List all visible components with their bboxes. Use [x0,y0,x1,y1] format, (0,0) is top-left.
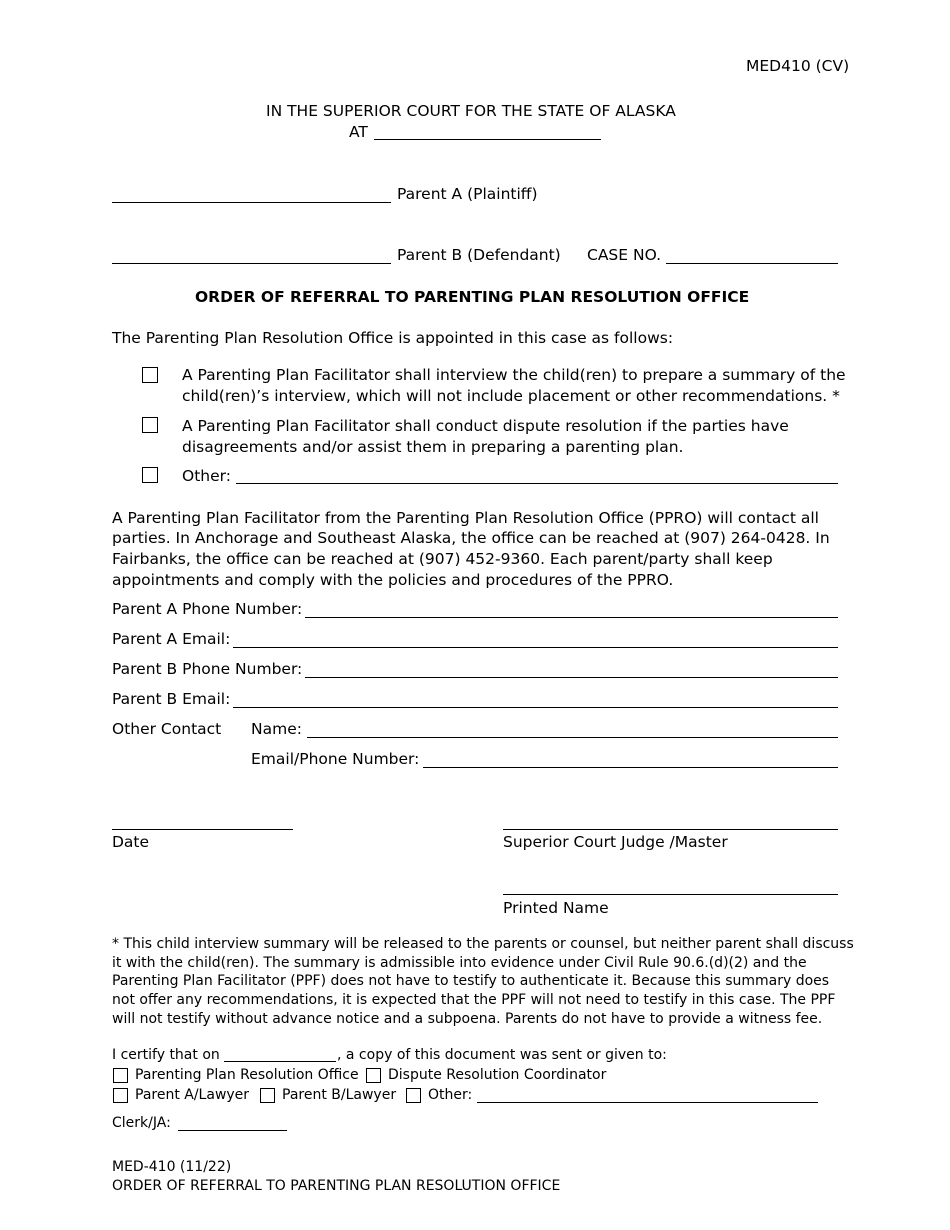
footnote-line3: Parenting Plan Facilitator (PPF) does not have to testify to authenticate it. Because this summary does [112,973,830,989]
dispute-resolution-checkbox[interactable] [142,417,158,433]
intro-text: The Parenting Plan Resolution Office is appointed in this case as follows: [112,329,674,347]
date-field[interactable] [112,829,293,830]
parent-b-phone-field[interactable] [305,677,838,678]
ppro-label: Parenting Plan Resolution Office [135,1067,359,1083]
parent-a-name-field[interactable] [112,202,391,203]
document-title: ORDER OF REFERRAL TO PARENTING PLAN RESOLUTION OFFICE [195,288,750,306]
printed-name-field[interactable] [503,894,838,895]
parent-a-email-field[interactable] [233,647,838,648]
other-recipient-checkbox[interactable] [406,1088,421,1103]
contact-paragraph-line4: appointments and comply with the policies and procedures of the PPRO. [112,571,674,589]
parent-b-lawyer-label: Parent B/Lawyer [282,1087,397,1103]
other-contact-name-label: Name: [251,720,302,738]
contact-paragraph-line1: A Parenting Plan Facilitator from the Parenting Plan Resolution Office (PPRO) will contact all [112,509,819,527]
judge-label: Superior Court Judge /Master [503,833,728,851]
parent-b-lawyer-checkbox[interactable] [260,1088,275,1103]
court-title: IN THE SUPERIOR COURT FOR THE STATE OF ALASKA [266,102,676,120]
certify-prefix: I certify that on [112,1047,220,1063]
case-number-field[interactable] [666,263,838,264]
contact-paragraph-line2: parties. In Anchorage and Southeast Alaska, the office can be reached at (907) 264-0428. In [112,529,830,547]
case-no-label: CASE NO. [587,246,662,264]
parent-a-email-label: Parent A Email: [112,630,231,648]
court-location-field[interactable] [374,139,601,140]
footer-form-code: MED-410 (11/22) [112,1159,232,1175]
drc-checkbox[interactable] [366,1068,381,1083]
footer-form-title: ORDER OF REFERRAL TO PARENTING PLAN RESOLUTION OFFICE [112,1178,561,1194]
ppro-checkbox[interactable] [113,1068,128,1083]
at-label: AT [349,123,368,141]
clerk-field[interactable] [178,1130,287,1131]
interview-checkbox[interactable] [142,367,158,383]
other-option-field[interactable] [236,483,838,484]
interview-option-line2: child(ren)’s interview, which will not include placement or other recommendations. * [182,387,840,405]
other-option-label: Other: [182,467,231,485]
other-contact-email-phone-field[interactable] [423,767,838,768]
judge-signature-field[interactable] [503,829,838,830]
other-contact-email-phone-label: Email/Phone Number: [251,750,420,768]
other-contact-name-field[interactable] [307,737,838,738]
other-recipient-label: Other: [428,1087,473,1103]
parent-a-phone-label: Parent A Phone Number: [112,600,303,618]
printed-name-label: Printed Name [503,899,609,917]
other-option-checkbox[interactable] [142,467,158,483]
parent-b-name-field[interactable] [112,263,391,264]
parent-a-label: Parent A (Plaintiff) [397,185,538,203]
contact-paragraph-line3: Fairbanks, the office can be reached at (907) 452-9360. Each parent/party shall keep [112,550,773,568]
parent-a-lawyer-checkbox[interactable] [113,1088,128,1103]
drc-label: Dispute Resolution Coordinator [388,1067,607,1083]
parent-b-label: Parent B (Defendant) [397,246,561,264]
parent-a-lawyer-label: Parent A/Lawyer [135,1087,250,1103]
form-number: MED410 (CV) [746,57,850,75]
date-label: Date [112,833,150,851]
clerk-label: Clerk/JA: [112,1115,171,1131]
footnote-line5: will not testify without advance notice and a subpoena. Parents do not have to provide a witness fee. [112,1011,823,1027]
other-recipient-field[interactable] [477,1102,818,1103]
footnote-line2: it with the child(ren). The summary is admissible into evidence under Civil Rule 90.6.(d)(2) and the [112,955,807,971]
certify-date-field[interactable] [224,1061,336,1062]
other-contact-label: Other Contact [112,720,222,738]
parent-b-email-label: Parent B Email: [112,690,231,708]
parent-b-phone-label: Parent B Phone Number: [112,660,303,678]
parent-b-email-field[interactable] [233,707,838,708]
footnote-line4: not offer any recommendations, it is expected that the PPF will not need to testify in this case. The PPF [112,992,836,1008]
parent-a-phone-field[interactable] [305,617,838,618]
footnote-line1: * This child interview summary will be released to the parents or counsel, but neither parent shall discuss [112,936,854,952]
certify-suffix: , a copy of this document was sent or given to: [337,1047,667,1063]
dispute-option-line2: disagreements and/or assist them in preparing a parenting plan. [182,438,684,456]
dispute-option-line1: A Parenting Plan Facilitator shall conduct dispute resolution if the parties have [182,417,789,435]
interview-option-line1: A Parenting Plan Facilitator shall interview the child(ren) to prepare a summary of the [182,366,846,384]
